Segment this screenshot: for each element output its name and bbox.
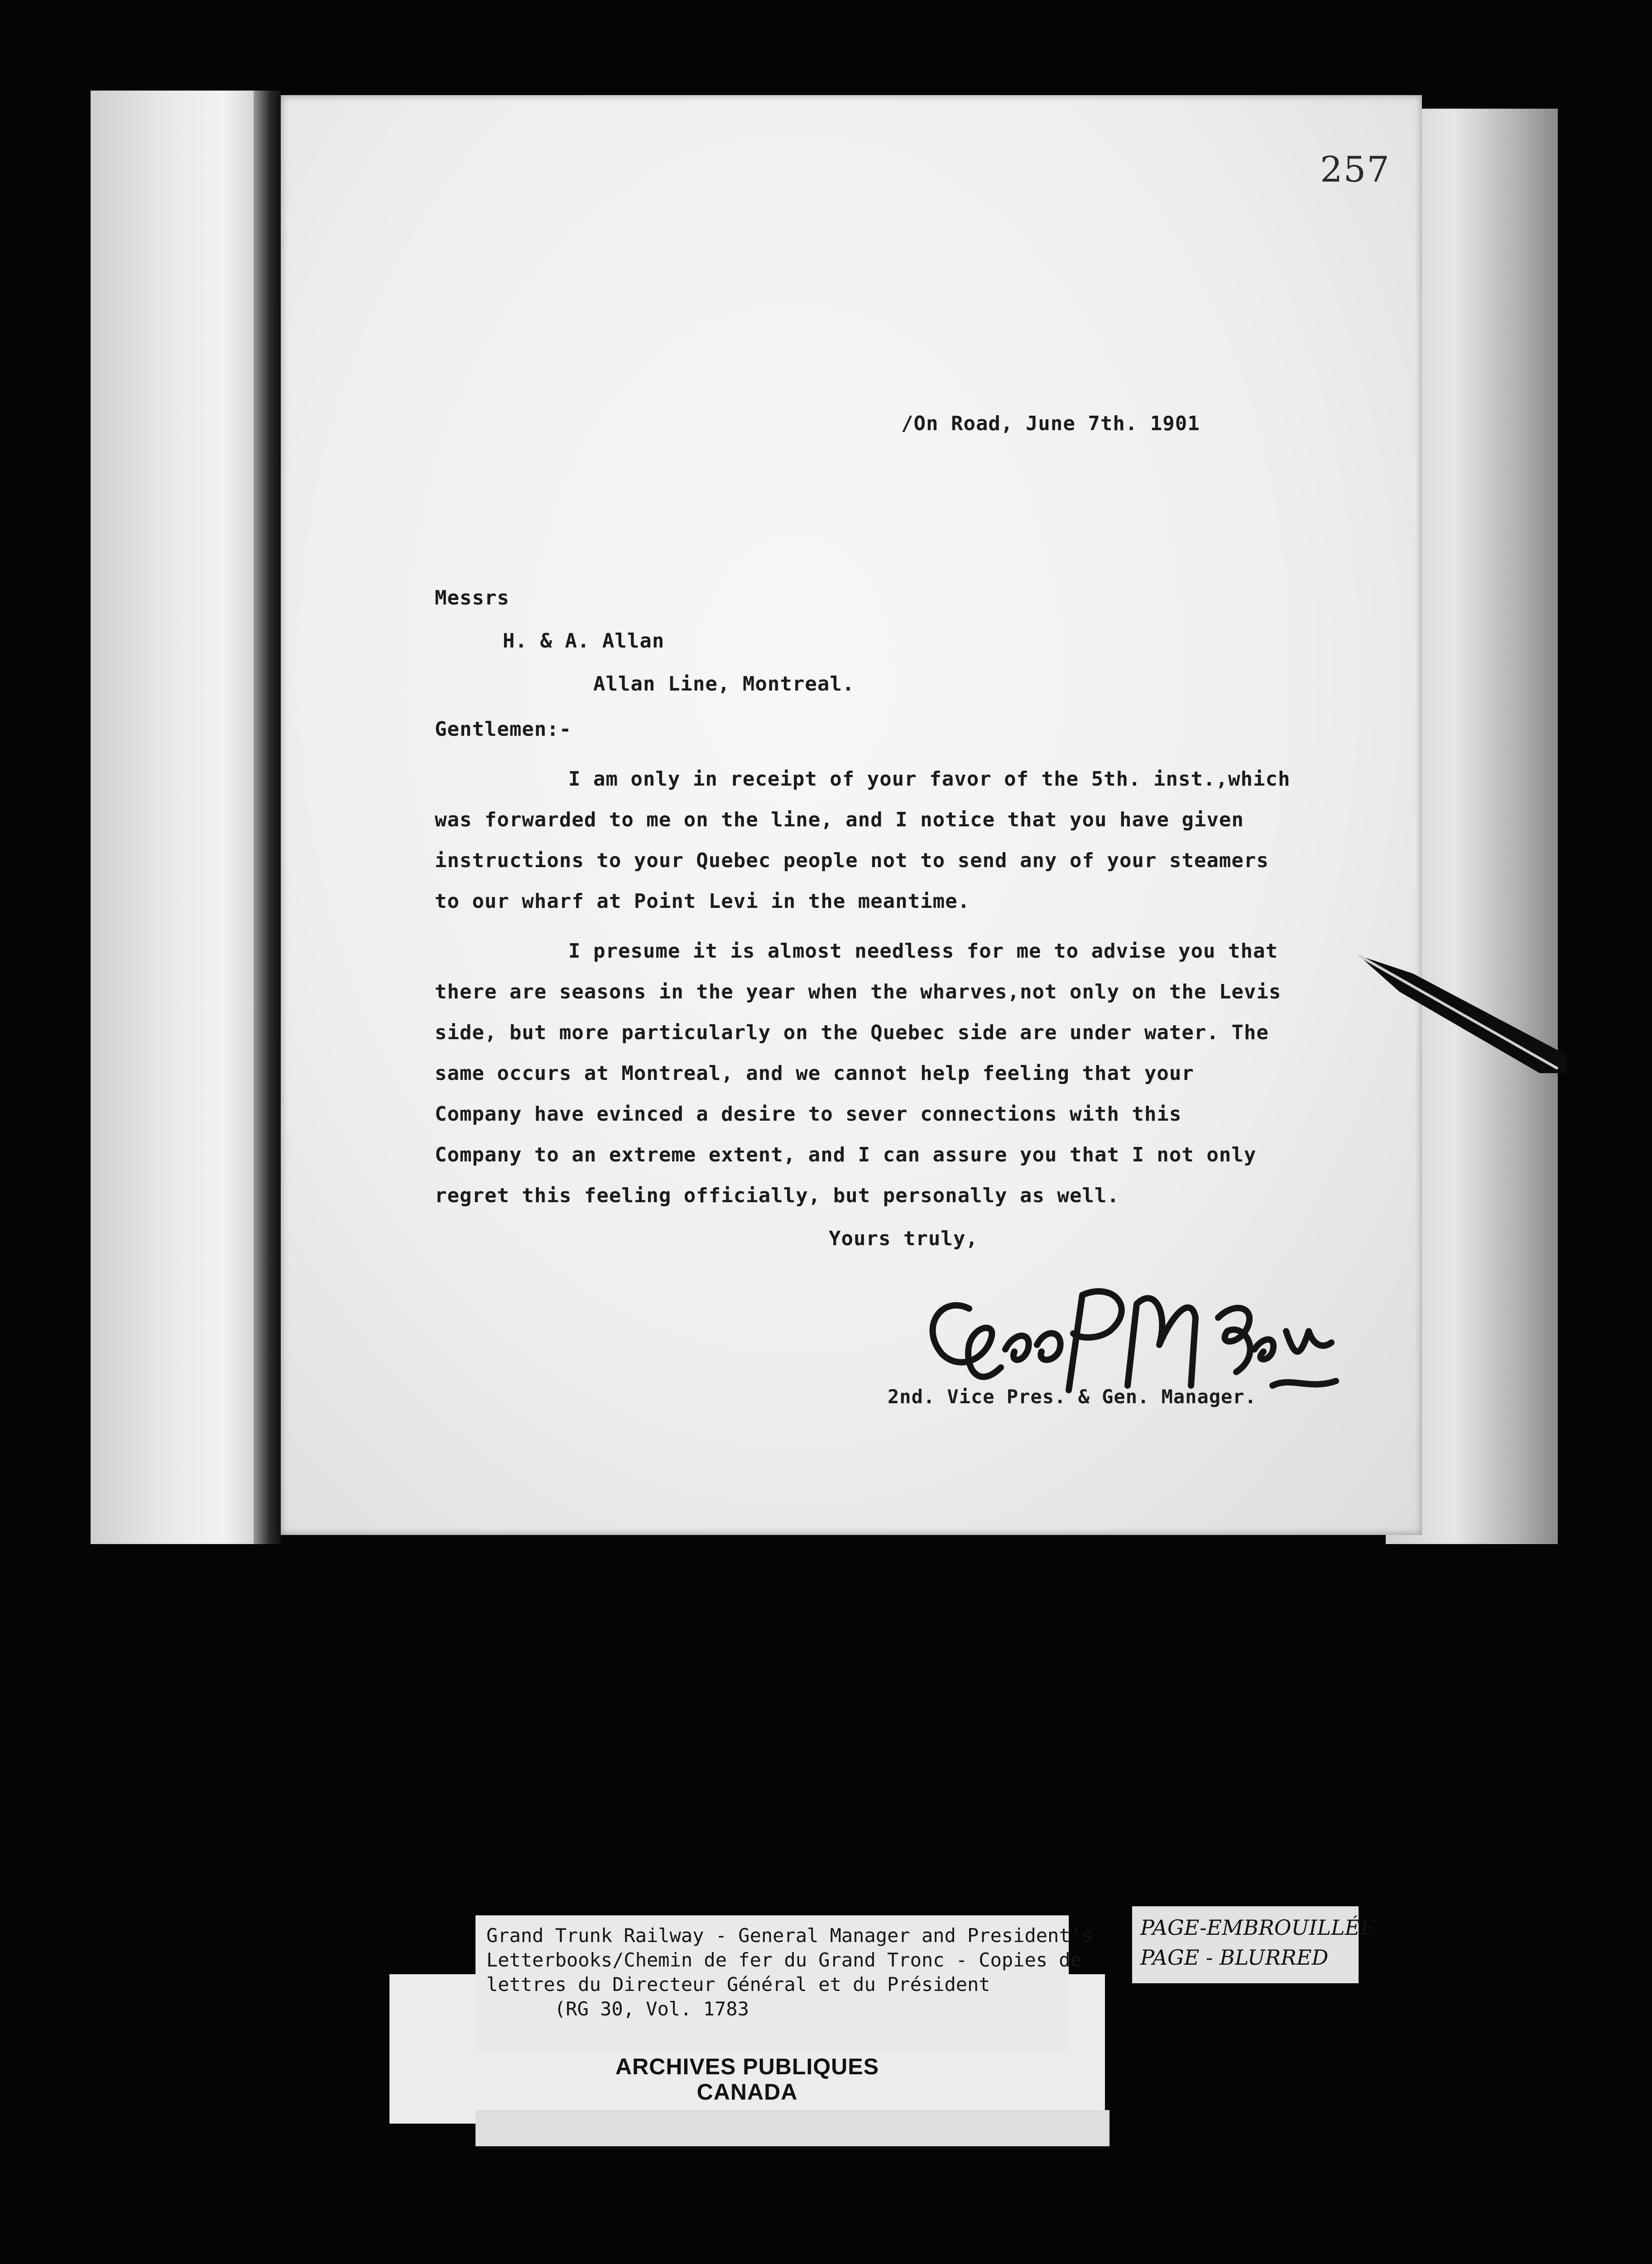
previous-page-edge bbox=[91, 91, 281, 1544]
page-number: 257 bbox=[1320, 149, 1390, 190]
recipient-address: Allan Line, Montreal. bbox=[593, 672, 855, 696]
paragraph-1-line: to our wharf at Point Levi in the meantime. bbox=[435, 890, 970, 913]
stamp-line-2: ARCHIVES PUBLIQUES bbox=[615, 2054, 879, 2079]
paragraph-1-line: was forwarded to me on the line, and I notice that you have given bbox=[435, 808, 1244, 831]
caption-line: lettres du Directeur Général et du Président bbox=[486, 1973, 990, 1995]
paragraph-1-line: I am only in receipt of your favor of the 5th. inst.,which bbox=[568, 767, 1291, 791]
salutation-prefix: Messrs bbox=[435, 586, 509, 609]
page-binding-shadow bbox=[254, 91, 281, 1544]
paragraph-2-line: Company have evinced a desire to sever connections with this bbox=[435, 1103, 1182, 1126]
letter-page bbox=[281, 95, 1422, 1535]
handwritten-note bbox=[1132, 1906, 1375, 1983]
paragraph-2-line: I presume it is almost needless for me to advise you that bbox=[568, 940, 1278, 963]
pen-pointer bbox=[1359, 955, 1567, 1073]
paragraph-2-line: side, but more particularly on the Quebec side are under water. The bbox=[435, 1021, 1269, 1044]
paragraph-1-line: instructions to your Quebec people not to send any of your steamers bbox=[435, 849, 1269, 872]
closing: Yours truly, bbox=[829, 1227, 978, 1250]
handwritten-note-line-2: PAGE - BLURRED bbox=[1140, 1945, 1329, 1970]
stamp-line-3: CANADA bbox=[696, 2079, 798, 2105]
recipient-name: H. & A. Allan bbox=[503, 629, 665, 652]
paragraph-2-line: regret this feeling officially, but personally as well. bbox=[435, 1184, 1119, 1207]
caption-line: (RG 30, Vol. 1783 bbox=[554, 1998, 749, 2020]
caption-line: Letterbooks/Chemin de fer du Grand Tronc - Copies de bbox=[486, 1949, 1082, 1971]
handwritten-note-line-1: PAGE-EMBROUILLÉE bbox=[1140, 1915, 1375, 1940]
handwritten-signature bbox=[901, 1254, 1354, 1404]
paragraph-2-line: same occurs at Montreal, and we cannot help feeling that your bbox=[435, 1062, 1194, 1085]
signer-title: 2nd. Vice Pres. & Gen. Manager. bbox=[888, 1386, 1257, 1408]
caption-line: Grand Trunk Railway - General Manager and President's bbox=[486, 1924, 1094, 1947]
archive-caption-label bbox=[475, 1915, 1094, 2051]
archive-stamp-tab bbox=[475, 2110, 1109, 2146]
paragraph-2-line: Company to an extreme extent, and I can assure you that I not only bbox=[435, 1143, 1257, 1166]
dateline: /On Road, June 7th. 1901 bbox=[901, 412, 1200, 435]
paragraph-2-line: there are seasons in the year when the wharves,not only on the Levis bbox=[435, 980, 1282, 1003]
greeting: Gentlemen:- bbox=[435, 718, 572, 741]
